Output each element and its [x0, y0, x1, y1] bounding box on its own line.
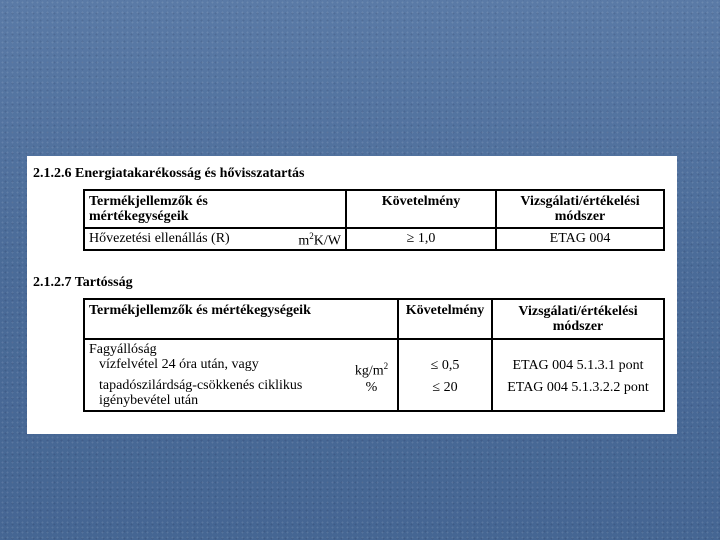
durability-table: [83, 298, 665, 412]
section-title-durability: 2.1.2.7 Tartósság: [33, 275, 133, 290]
document-page: [27, 156, 677, 434]
property-row-2-line2: igénybevétel után: [99, 393, 199, 408]
energy-table: [83, 189, 665, 251]
unit-sup: 2: [309, 231, 314, 241]
header-property-line2: mértékegységeik: [89, 209, 189, 224]
unit-cell: [346, 339, 398, 411]
requirement-cell: [398, 339, 492, 411]
table-row: [84, 339, 664, 411]
requirement-row-2: ≤ 20: [432, 380, 458, 395]
method-cell: ETAG 004: [496, 228, 664, 250]
method-row-2: ETAG 004 5.1.3.2.2 pont: [507, 380, 649, 395]
header-property: Termékjellemzők és mértékegységeik: [84, 299, 398, 339]
header-method-line1: Vizsgálati/értékelési: [518, 304, 638, 319]
unit-sup: 2: [383, 361, 389, 371]
unit-base: m: [298, 233, 310, 249]
header-property: [84, 190, 346, 228]
property-row-1: vízfelvétel 24 óra után, vagy: [99, 357, 259, 372]
energy-table-header-row: [84, 190, 664, 228]
header-requirement: Követelmény: [346, 190, 496, 228]
unit-rest: K/W: [313, 233, 341, 249]
property-cell: Hővezetési ellenállás (R): [84, 228, 284, 250]
unit-row-2: %: [365, 380, 378, 395]
header-property-line1: Termékjellemzők és: [89, 194, 208, 209]
unit-cell: [284, 228, 346, 250]
header-method: [496, 190, 664, 228]
group-title: Fagyállóság: [89, 342, 157, 357]
durability-table-header-row: [84, 299, 664, 339]
header-requirement: Követelmény: [398, 299, 492, 339]
header-method-line2: módszer: [554, 209, 606, 224]
unit-row-1: [350, 358, 393, 379]
requirement-cell: ≥ 1,0: [346, 228, 496, 250]
method-cell: [492, 339, 664, 411]
unit-base: kg/m: [354, 363, 384, 379]
header-method-line2: módszer: [552, 319, 604, 334]
property-row-2-line1: tapadószilárdság-csökkenés ciklikus: [99, 378, 303, 393]
requirement-row-1: ≤ 0,5: [430, 358, 460, 373]
section-title-energy: 2.1.2.6 Energiatakarékosság és hővisszatartás: [33, 166, 305, 181]
header-method-line1: Vizsgálati/értékelési: [520, 194, 640, 209]
header-method: [492, 299, 664, 339]
table-row: [84, 228, 664, 250]
property-cell: [84, 339, 346, 411]
method-row-1: ETAG 004 5.1.3.1 pont: [512, 358, 644, 373]
